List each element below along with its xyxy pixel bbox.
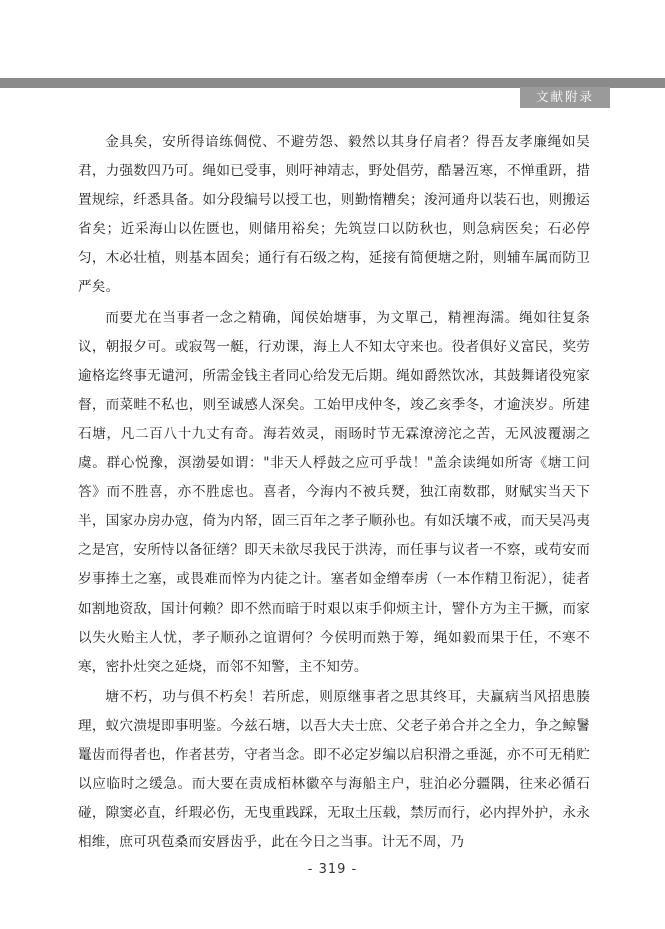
paragraph: 金具矣，安所得谙练倜傥、不避劳怨、毅然以其身仔肩者？得吾友孝廉绳如吴君，力强数四乃可。绳如已受事，则吁神靖志，野处倡劳，酷暑沍寒，不惮重趼，措置规综，纤悉具备。如分段编号以授工也，则勤惰糟矣；浚河通舟以装石也，则搬运省矣；近采海山以佐匮也，则储用裕矣；先筑豈口以防秋也，则急病医矣；石必停匀，木必壮植，则基本固矣；通行有石级之构，延接有简便塘之附，则辅车属而防卫严矣。 bbox=[78, 134, 590, 296]
paragraph: 而要尤在当事者一念之精确，闻侯始塘事，为文單己，精裡海濡。绳如往复条议，朝报夕可。或寂驾一艇，行劝课，海上人不知太守来也。役者俱好义富民，奖劳逾格迄终事无谴河，所需金钱主者同心给发无后期。绳如爵然饮冰，其鼓舞诸役宛家督，而菜畦不私也，则至诚感人深矣。工始甲戌仲冬，竣乙亥季冬，才逾浃岁。所建石塘，凡二百八十九丈有奇。海若效灵，雨旸时节无霖潦滂沱之苦，无风波覆溺之虞。群心悦豫，溟渤晏如谓："非天人桴鼓之应可乎哉！"盖余读绳如所寄《塘工问答》而不胜喜，亦不胜虑也。喜者，今海内不被兵燹，独江南数郡，财赋实当天下半，国家办房办寇，倚为内帑，固三百年之孝子顺孙也。有如沃壤不戒，而天吴冯夷之是宫，安所恃以备征缮？即天未欲尽我民于洪涛，而任事与议者一不察，或苟安而岁事捧土之塞，或畏难而悴为内徒之计。塞者如金缯奉虏（一本作精卫衔泥），徒者如割地资敌，国计何赖？即不然而暗于时艰以束手仰烦主计，譬仆方为主干撅，而家以失火贻主人忧，孝子顺孙之谊谓何？今侯明而熟于筹，绳如毅而果于任，不寒不寒，密扑灶突之延烧，而邻不知警，主不知劳。 bbox=[78, 309, 590, 675]
page-header bbox=[0, 78, 665, 108]
header-top-rule bbox=[0, 78, 665, 87]
page-number: - 319 - bbox=[307, 862, 358, 877]
running-title: 文献附录 bbox=[520, 87, 610, 108]
body-text bbox=[78, 128, 590, 858]
paragraph: 塘不朽，功与俱不朽矣！若所虑，则原继事者之思其终耳，夫赢病当风招患腠理，蚁穴溃堤即事明鉴。今兹石塘，以吾大夫士庶、父老子弟合并之全力，争之鲸鬐鼍齿而得者也，作者甚劳，守者当念。即不必定岁编以启积滑之垂涎，亦不可无稍贮以应临时之缓急。而大要在责成栢林徽卒与海船主户，驻泊必分疆隅，往来必循石碰，隙窦必直，纤瑕必伤，无曳重践踩，无取土压载，禁厉而行，必内捍外护，永永相维，庶可巩苞桑而安唇齿乎，此在今日之当事。计无不周，乃 bbox=[78, 688, 590, 851]
page-footer bbox=[0, 858, 665, 877]
